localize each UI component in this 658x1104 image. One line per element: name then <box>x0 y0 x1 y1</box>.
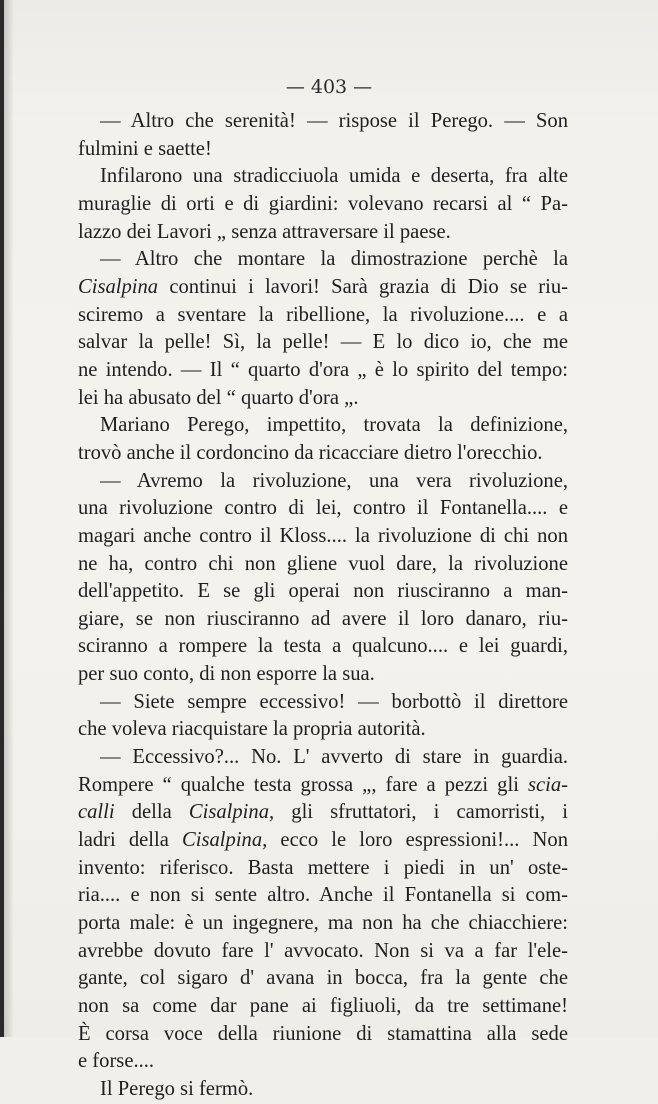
text-line: avrebbe dovuto fare l' avvocato. Non si va a far l'ele- <box>78 939 568 962</box>
text-fragment: Rompere “ qualche testa grossa „, fare a pezzi gli <box>78 773 528 796</box>
text-line: e forse.... <box>78 1050 155 1073</box>
text-line <box>78 799 568 827</box>
text-fragment: ecco le loro espressioni!... Non <box>267 829 568 852</box>
text-line: porta male: è un ingegnere, ma non ha che chiacchiere: <box>78 912 568 935</box>
text-fragment: continui i lavori! Sarà grazia di Dio se riu- <box>158 275 568 298</box>
text-line: magari anche contro il Kloss.... la rivoluzione di chi non <box>78 524 568 547</box>
text-fragment: della <box>114 801 189 824</box>
text-line: Mariano Perego, impettito, trovata la definizione, <box>100 414 568 437</box>
text-line: lei ha abusato del “ quarto d'ora „. <box>78 386 359 409</box>
text-line: Infilarono una stradicciuola umida e deserta, fra alte <box>100 165 568 188</box>
italic-word: Cisalpina <box>78 275 159 298</box>
text-line: lazzo dei Lavori „ senza attraversare il paese. <box>78 220 451 243</box>
italic-word: scia- <box>527 773 568 796</box>
text-line: fulmini e saette! <box>78 137 212 160</box>
text-line: una rivoluzione contro di lei, contro il Fontanella.... e <box>78 497 568 520</box>
text-line: che voleva riacquistare la propria autorità. <box>78 718 426 741</box>
text-line: sciremo a sventare la ribellione, la rivoluzione.... e a <box>78 303 568 326</box>
italic-word: calli <box>78 801 115 824</box>
text-line: gante, col sigaro d' avana in bocca, fra la gente che <box>78 967 568 990</box>
text-line: sciranno a rompere la testa a qualcuno.... e lei guardi, <box>78 635 568 658</box>
text-line <box>78 772 568 800</box>
text-line: giare, se non riusciranno ad avere il loro danaro, riu- <box>78 607 568 630</box>
italic-word: Cisalpina, <box>182 829 268 852</box>
text-line: invento: riferisco. Basta mettere i piedi in un' oste- <box>78 856 568 879</box>
italic-word: Cisalpina, <box>188 801 275 824</box>
text-line: muraglie di orti e di giardini: volevano recarsi al “ Pa- <box>78 192 568 215</box>
text-line: — Siete sempre eccessivo! — borbottò il direttore <box>100 690 568 713</box>
text-line: — Eccessivo?... No. L' avverto di stare in guardia. <box>100 746 568 769</box>
text-line: — Altro che serenità! — rispose il Perego. — Son <box>100 110 568 132</box>
text-line: salvar la pelle! Sì, la pelle! — E lo dico io, che me <box>78 331 568 354</box>
body-text <box>78 108 568 1104</box>
text-line: — Altro che montare la dimostrazione perchè la <box>100 248 568 271</box>
text-fragment: ladri della <box>78 829 183 852</box>
text-line: trovò anche il cordoncino da ricacciare dietro l'orecchio. <box>78 441 543 464</box>
page-number: — 403 — <box>285 76 373 98</box>
text-line <box>78 274 568 302</box>
text-line: È corsa voce della riunione di stamattina alla sede <box>78 1022 568 1045</box>
text-line: dell'appetito. E se gli operai non riusciranno a man- <box>78 580 568 603</box>
text-line: ne intendo. — Il “ quarto d'ora „ è lo spirito del tempo: <box>78 358 568 381</box>
text-line: — Avremo la rivoluzione, una vera rivoluzione, <box>100 469 568 492</box>
text-line: ria.... e non si sente altro. Anche il Fontanella si com- <box>78 884 568 907</box>
text-line: ne ha, contro chi non gliene vuol dare, la rivoluzione <box>78 552 568 575</box>
text-line: per suo conto, di non esporre la sua. <box>78 663 375 686</box>
text-line: non sa come dar pane ai figliuoli, da tre settimane! <box>78 995 568 1017</box>
text-line <box>78 827 568 855</box>
text-fragment: gli sfruttatori, i camorristi, i <box>274 801 568 824</box>
binding-shadow <box>4 0 14 1037</box>
text-line: Il Perego si fermò. <box>100 1077 254 1100</box>
